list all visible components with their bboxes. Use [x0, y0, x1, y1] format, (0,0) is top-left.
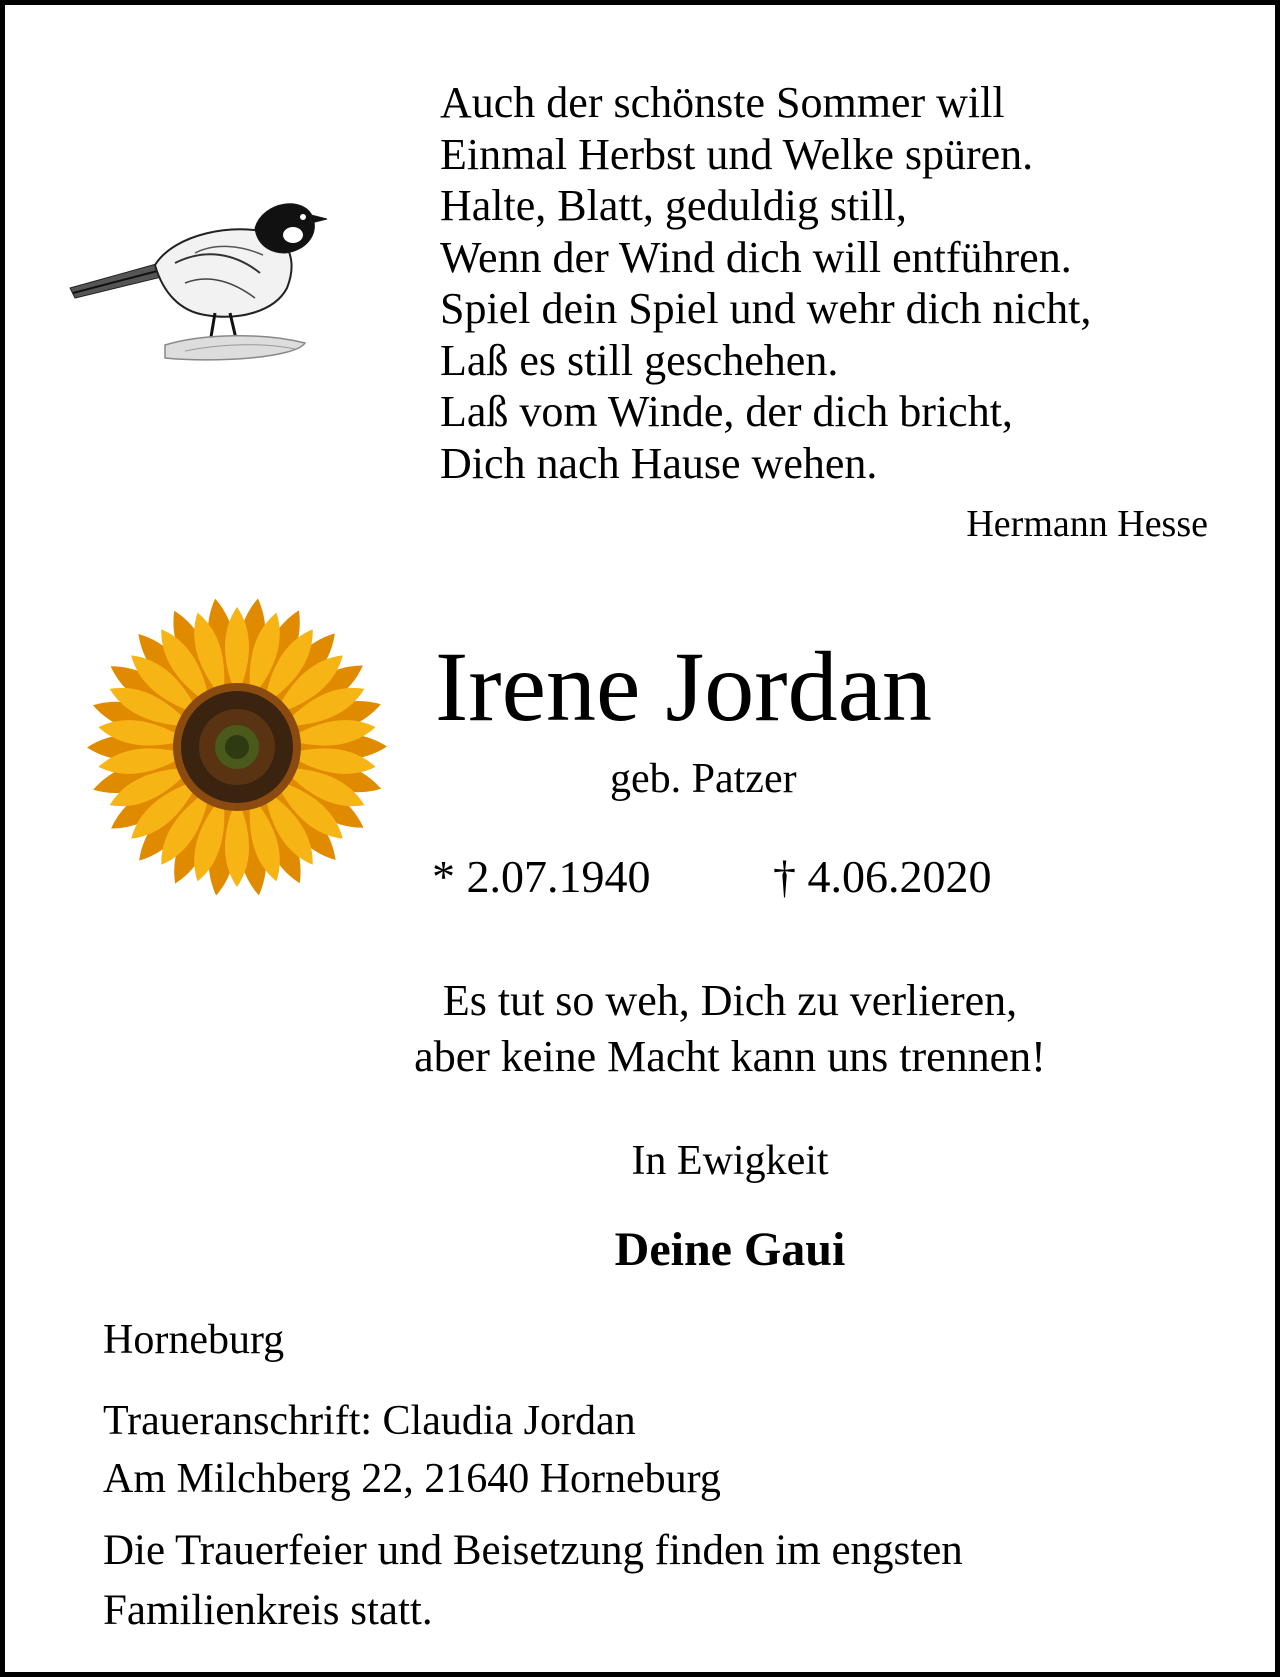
poem-line: Wenn der Wind dich will entführen.: [440, 232, 1072, 282]
maiden-name: geb. Patzer: [610, 756, 797, 802]
poem-line: Halte, Blatt, geduldig still,: [440, 181, 907, 230]
bird-illustration: [65, 193, 340, 378]
poem: [440, 77, 1091, 489]
poem-line: Einmal Herbst und Welke spüren.: [440, 129, 1034, 179]
closing-eternity: In Ewigkeit: [631, 1138, 829, 1184]
signer: Deine Gaui: [614, 1223, 846, 1276]
saying-line: Es tut so weh, Dich zu verlieren,: [442, 976, 1018, 1025]
address-line: Am Milchberg 22, 21640 Horneburg: [103, 1456, 721, 1502]
memorial-saying: [5, 973, 1280, 1085]
place: Horneburg: [103, 1317, 285, 1363]
sunflower-image: [85, 595, 390, 900]
birth-date: * 2.07.1940: [432, 851, 651, 902]
deceased-name: Irene Jordan: [435, 631, 932, 742]
poem-line: Dich nach Hause wehen.: [440, 438, 878, 488]
poem-line: Laß vom Winde, der dich bricht,: [440, 387, 1013, 436]
poem-line: Auch der schönste Sommer will: [440, 78, 1005, 127]
mourning-address: [103, 1392, 721, 1508]
notice-line: Die Trauerfeier und Beisetzung finden im engsten: [103, 1527, 963, 1574]
notice-line: Familienkreis statt.: [103, 1587, 433, 1634]
death-date: † 4.06.2020: [773, 851, 992, 902]
poem-line: Laß es still geschehen.: [440, 335, 839, 385]
saying-line: aber keine Macht kann uns trennen!: [414, 1032, 1046, 1081]
poem-line: Spiel dein Spiel und wehr dich nicht,: [440, 284, 1092, 333]
poem-author: Hermann Hesse: [966, 503, 1208, 545]
address-line: Traueranschrift: Claudia Jordan: [103, 1398, 636, 1444]
funeral-notice: [103, 1521, 963, 1641]
